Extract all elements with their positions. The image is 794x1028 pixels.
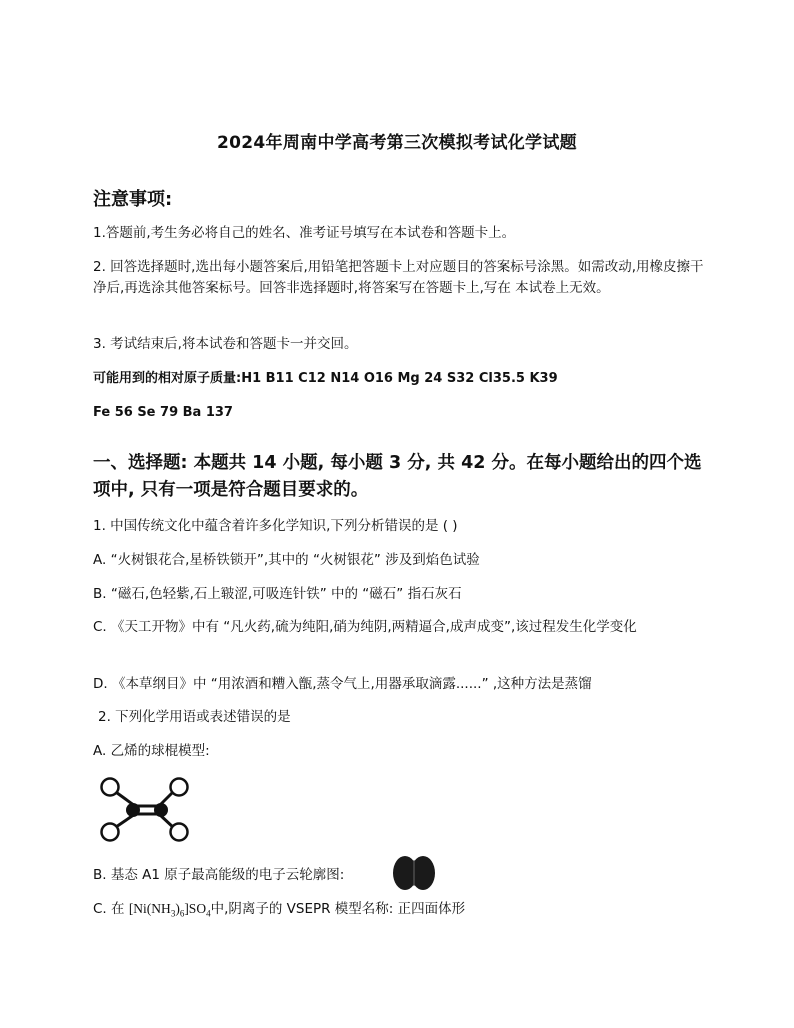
formula-subscript: 4	[206, 908, 211, 919]
q1-option-b: B. “磁石,色轻紫,石上皲涩,可吸连针铁” 中的 “磁石” 指石灰石	[93, 586, 462, 602]
q2-option-a: A. 乙烯的球棍模型:	[93, 743, 210, 759]
q1-option-a: A. “火树银花合,星桥铁锁开”,其中的 “火树银花” 涉及到焰色试验	[93, 552, 480, 568]
section1-heading: 一、选择题: 本题共 14 小题, 每小题 3 分, 共 42 分。在每小题给出的四个选 项中, 只有一项是符合题目要求的。	[93, 453, 702, 500]
formula-part: [Ni(NH	[128, 901, 171, 916]
atomic-mass-line-1: 可能用到的相对原子质量:H1 B11 C12 N14 O16 Mg 24 S32 Cl35.5 K39	[93, 371, 558, 386]
q2-option-c-prefix: C. 在	[93, 901, 125, 917]
notice-heading: 注意事项:	[93, 189, 173, 210]
nickel-complex-formula	[128, 901, 211, 919]
q2-option-b: B. 基态 A1 原子最高能级的电子云轮廓图:	[93, 867, 345, 883]
q2-stem: 2. 下列化学用语或表述错误的是	[98, 709, 291, 725]
formula-part: ]SO	[184, 901, 207, 916]
notice-item-1: 1.答题前,考生务必将自己的姓名、准考证号填写在本试卷和答题卡上。	[93, 225, 516, 241]
formula-subscript: 6	[179, 908, 185, 919]
formula-part: )	[175, 901, 180, 916]
p-orbital-electron-cloud	[392, 854, 436, 892]
exam-title: 2024年周南中学高考第三次模拟考试化学试题	[217, 133, 577, 153]
q2-option-c	[93, 898, 705, 925]
q1-option-d: D. 《本草纲目》中 “用浓酒和糟入甑,蒸令气上,用器承取滴露......” ,这种方法是蒸馏	[93, 676, 592, 692]
q1-option-c: C. 《天工开物》中有 “凡火药,硫为纯阳,硝为纯阴,两精逼合,成声成变”,该过程发生化学变化	[93, 619, 637, 635]
q2-option-c-suffix: 中,阴离子的 VSEPR 模型名称: 正四面体形	[210, 901, 466, 917]
atomic-mass-line-2: Fe 56 Se 79 Ba 137	[93, 405, 233, 420]
formula-subscript: 3	[170, 908, 176, 919]
notice-item-3: 3. 考试结束后,将本试卷和答题卡一并交回。	[93, 336, 358, 352]
q1-stem: 1. 中国传统文化中蕴含着许多化学知识,下列分析错误的是 ( )	[93, 518, 458, 534]
ethylene-ball-stick-model	[95, 773, 195, 848]
notice-item-2: 2. 回答选择题时,选出每小题答案后,用铅笔把答题卡上对应题目的答案标号涂黑。如需改动,用橡皮擦干净后,再选涂其他答案标号。回答非选择题时,将答案写在答题卡上,写在 本试卷上无效。	[93, 259, 704, 296]
